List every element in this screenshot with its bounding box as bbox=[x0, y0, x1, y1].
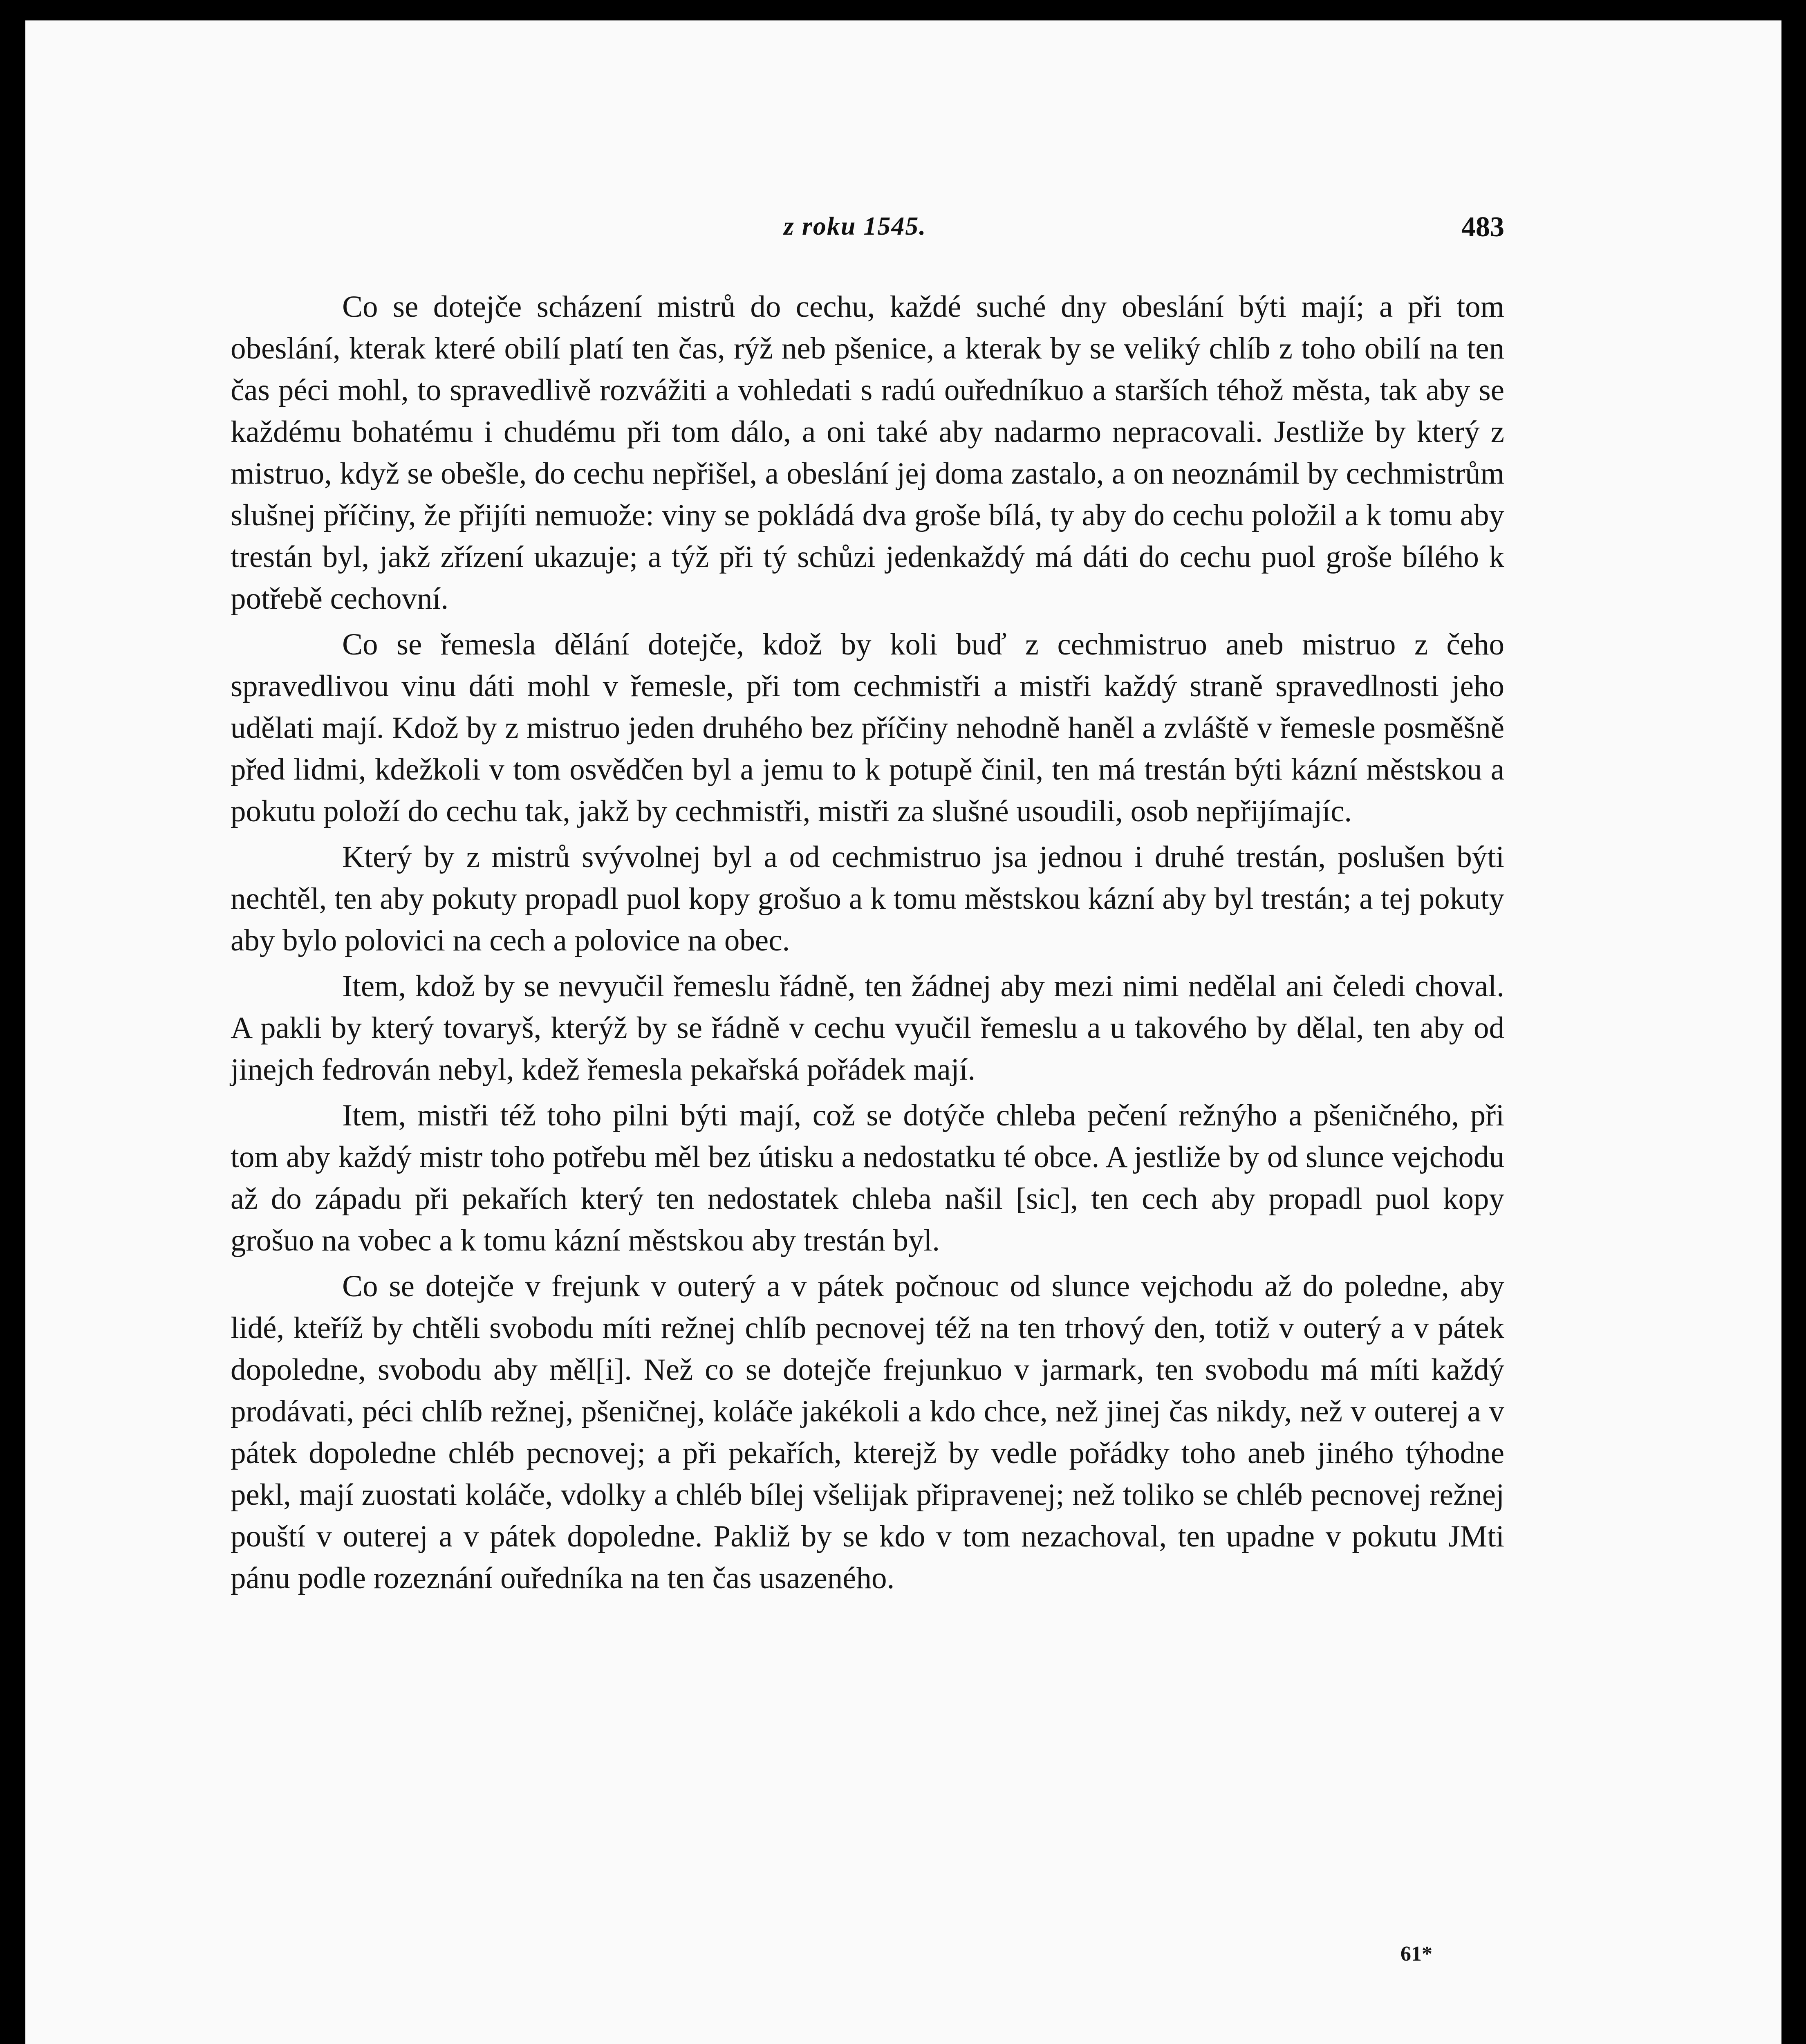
paragraph-guild-meetings: Co se dotejče scházení mistrů do cechu, každé suché dny obeslání býti mají; a při tom obeslání, kterak které obilí platí ten čas, rýž neb pšenice, a kterak by se veliký chlíb z toho obilí na ten čas péci mohl, to spravedlivě rozvážiti a vohledati s radú ouředníkuo a starších téhož města, tak aby se každému bohatému i chudému při tom dálo, a oni také aby nadarmo nepracovali. Jestliže by který z mistruo, když se obešle, do cechu nepřišel, a obeslání jej doma zastalo, a on neoznámil by cechmistrům slušnej příčiny, že přijíti nemuože: viny se pokládá dva groše bílá, ty aby do cechu položil a k tomu aby trestán byl, jakž zřízení ukazuje; a týž při tý schůzi jedenkaždý má dáti do cechu puol groše bílého k potřebě cechovní. bbox=[231, 290, 1504, 616]
paragraph-bread-supply: Item, mistři též toho pilni býti mají, což se dotýče chleba pečení režnýho a pšeničného, při tom aby každý mistr toho potřebu měl bez útisku a nedostatku té obce. A jestliže by od slunce vejchodu až do západu při pekařích který ten nedostatek chleba našil [sic], ten cech aby propadl puol kopy grošuo na vobec a k tomu kázní městskou aby trestán byl. bbox=[231, 1098, 1504, 1257]
paragraph-market-days: Co se dotejče v frejunk v outerý a v pátek počnouc od slunce vejchodu až do poledne, aby lidé, kteříž by chtěli svobodu míti režnej chlíb pecnovej též na ten trhový den, totiž v outerý a v pátek dopoledne, svobodu aby měl[i]. Než co se dotejče frejunkuo v jarmark, ten svobodu má míti každý prodávati, péci chlíb režnej, pšeničnej, koláče jakékoli a kdo chce, než jinej čas nikdy, než v outerej a v pátek dopoledne chléb pecnovej; a při pekařích, kterejž by vedle pořádky toho aneb jiného týhodne pekl, mají zuostati koláče, vdolky a chléb bílej všelijak připravenej; než toliko se chléb pecnovej režnej pouští v outerej a v pátek dopoledne. Pakliž by se kdo v tom nezachoval, ten upadne v pokutu JMti pánu podle rozeznání ouředníka na ten čas usazeného. bbox=[231, 1269, 1504, 1595]
signature-mark: 61* bbox=[1400, 1942, 1432, 1966]
running-title: z roku 1545. bbox=[784, 211, 927, 240]
paragraph-disobedient-masters: Který by z mistrů svývolnej byl a od cechmistruo jsa jednou i druhé trestán, poslušen býti nechtěl, ten aby pokuty propadl puol kopy grošuo a k tomu městskou kázní aby byl trestán; a tej pokuty aby bylo polovici na cech a polovice na obec. bbox=[231, 840, 1504, 957]
paragraph-craft-disputes: Co se řemesla dělání dotejče, kdož by koli buď z cechmistruo aneb mistruo z čeho spravedlivou vinu dáti mohl v řemesle, při tom cechmistři a mistři každý straně spravedlnosti jeho udělati mají. Kdož by z mistruo jeden druhého bez příčiny nehodně haněl a zvláště v řemesle posměšně před lidmi, kdežkoli v tom osvědčen byl a jemu to k potupě činil, ten má trestán býti kázní městskou a pokutu položí do cechu tak, jakž by cechmistři, mistři za slušné usoudili, osob nepřijímajíc. bbox=[231, 628, 1504, 828]
page-header bbox=[25, 211, 1504, 252]
page-sheet bbox=[25, 20, 1781, 2044]
body-text bbox=[231, 286, 1504, 1603]
paragraph-apprenticeship: Item, kdož by se nevyučil řemeslu řádně, ten žádnej aby mezi nimi nedělal ani čeledi choval. A pakli by který tovaryš, kterýž by se řádně v cechu vyučil řemeslu a u takového by dělal, ten aby od jinejch fedrován nebyl, kdež řemesla pekařská pořádek mají. bbox=[231, 969, 1504, 1087]
page-number: 483 bbox=[1461, 211, 1504, 243]
